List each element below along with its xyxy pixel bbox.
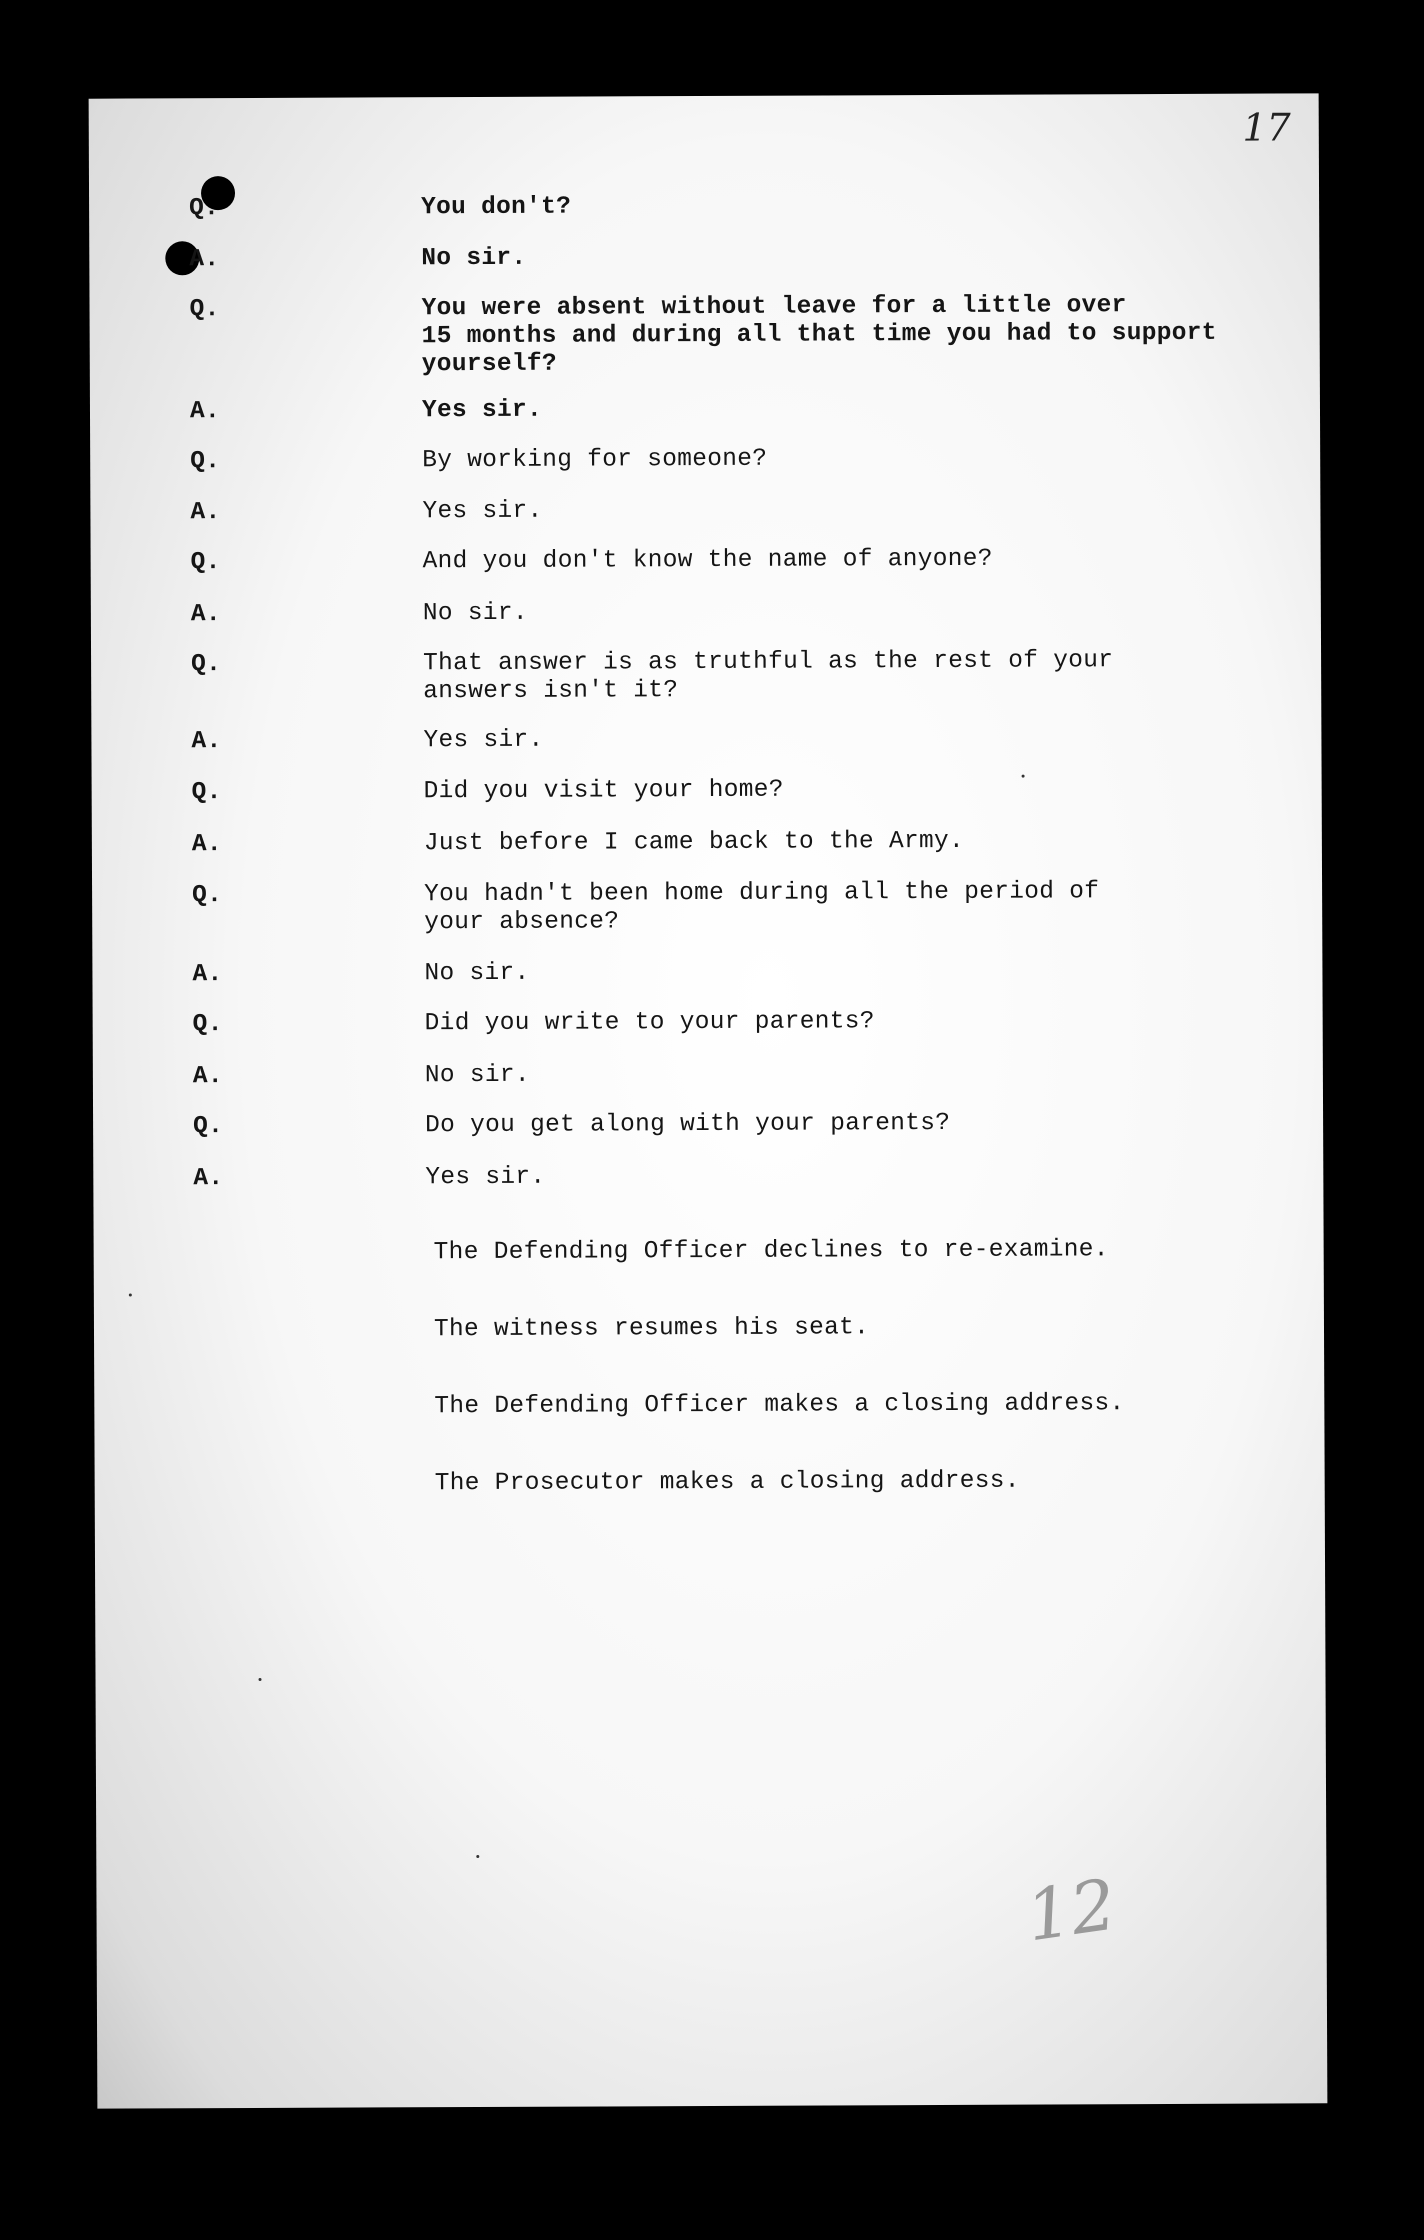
entry-text: Just before I came back to the Army. (423, 827, 965, 858)
transcript-entry (92, 774, 1322, 807)
speaker-label: Q. (191, 779, 222, 807)
speaker-label: A. (190, 601, 221, 629)
transcript-entry (91, 723, 1321, 756)
entry-text: Did you write to your parents? (424, 1008, 875, 1038)
transcript-entry (91, 596, 1321, 629)
speaker-label: A. (191, 728, 222, 756)
speaker-label: A. (190, 499, 221, 527)
speaker-label: A. (189, 246, 220, 274)
paper-speck (129, 1294, 132, 1297)
speaker-label: Q. (189, 296, 220, 324)
speaker-label: Q. (192, 882, 223, 910)
transcript-entry (89, 291, 1319, 379)
speaker-label: Q. (190, 549, 221, 577)
transcript-entry (91, 646, 1321, 706)
paper-speck (1022, 775, 1025, 778)
entry-text: You hadn't been home during all the period of your absence? (424, 878, 1100, 937)
transcript-entry (93, 1108, 1323, 1141)
entry-text: Yes sir. (422, 497, 543, 526)
transcript-entry (90, 393, 1320, 426)
page-number: 17 (1242, 105, 1291, 150)
handwritten-mark: 12 (1021, 1863, 1122, 1958)
speaker-label: Q. (193, 1113, 224, 1141)
transcript-entry (91, 544, 1321, 577)
paper-speck (476, 1855, 479, 1858)
speaker-label: A. (192, 961, 223, 989)
proceedings-note: The witness resumes his seat. (433, 1314, 870, 1344)
entry-text: By working for someone? (422, 445, 768, 475)
proceedings-note: The Defending Officer declines to re-examine. (433, 1236, 1109, 1267)
speaker-label: Q. (189, 195, 220, 223)
entry-text: Yes sir. (423, 726, 544, 755)
speaker-label: A. (191, 831, 222, 859)
paper-speck (259, 1678, 262, 1681)
entry-text: Did you visit your home? (423, 776, 784, 806)
transcript-entry (89, 241, 1319, 274)
transcript-entry (92, 826, 1322, 859)
entry-text: No sir. (422, 599, 528, 628)
entry-text: That answer is as truthful as the rest of your answers isn't it? (423, 647, 1114, 706)
entry-text: Yes sir. (421, 396, 543, 425)
transcript-entry (90, 443, 1320, 476)
transcript-entry (93, 1006, 1323, 1039)
entry-text: And you don't know the name of anyone? (422, 545, 993, 576)
speaker-label: A. (189, 398, 221, 426)
proceedings-note: The Prosecutor makes a closing address. (434, 1467, 1020, 1498)
transcript-entry (90, 494, 1320, 527)
entry-text: Yes sir. (425, 1163, 546, 1192)
entry-text: No sir. (424, 959, 530, 988)
proceedings-note: The Defending Officer makes a closing address. (434, 1390, 1125, 1421)
speaker-label: Q. (190, 448, 221, 476)
entry-text: You don't? (421, 193, 572, 222)
speaker-label: Q. (191, 651, 222, 679)
speaker-label: Q. (192, 1011, 223, 1039)
transcript-entry (92, 877, 1322, 937)
transcript-entry (89, 190, 1319, 223)
entry-text: No sir. (421, 244, 527, 273)
entry-text: No sir. (424, 1061, 530, 1090)
entry-text: Do you get along with your parents? (425, 1109, 951, 1140)
speaker-label: A. (192, 1063, 223, 1091)
document-page (89, 93, 1328, 2108)
transcript-entry (93, 1058, 1323, 1091)
transcript-entry (93, 1160, 1323, 1193)
transcript-entry (92, 956, 1322, 989)
speaker-label: A. (193, 1165, 224, 1193)
entry-text: You were absent without leave for a little over 15 months and during all that time you had to support yourself? (421, 292, 1217, 379)
